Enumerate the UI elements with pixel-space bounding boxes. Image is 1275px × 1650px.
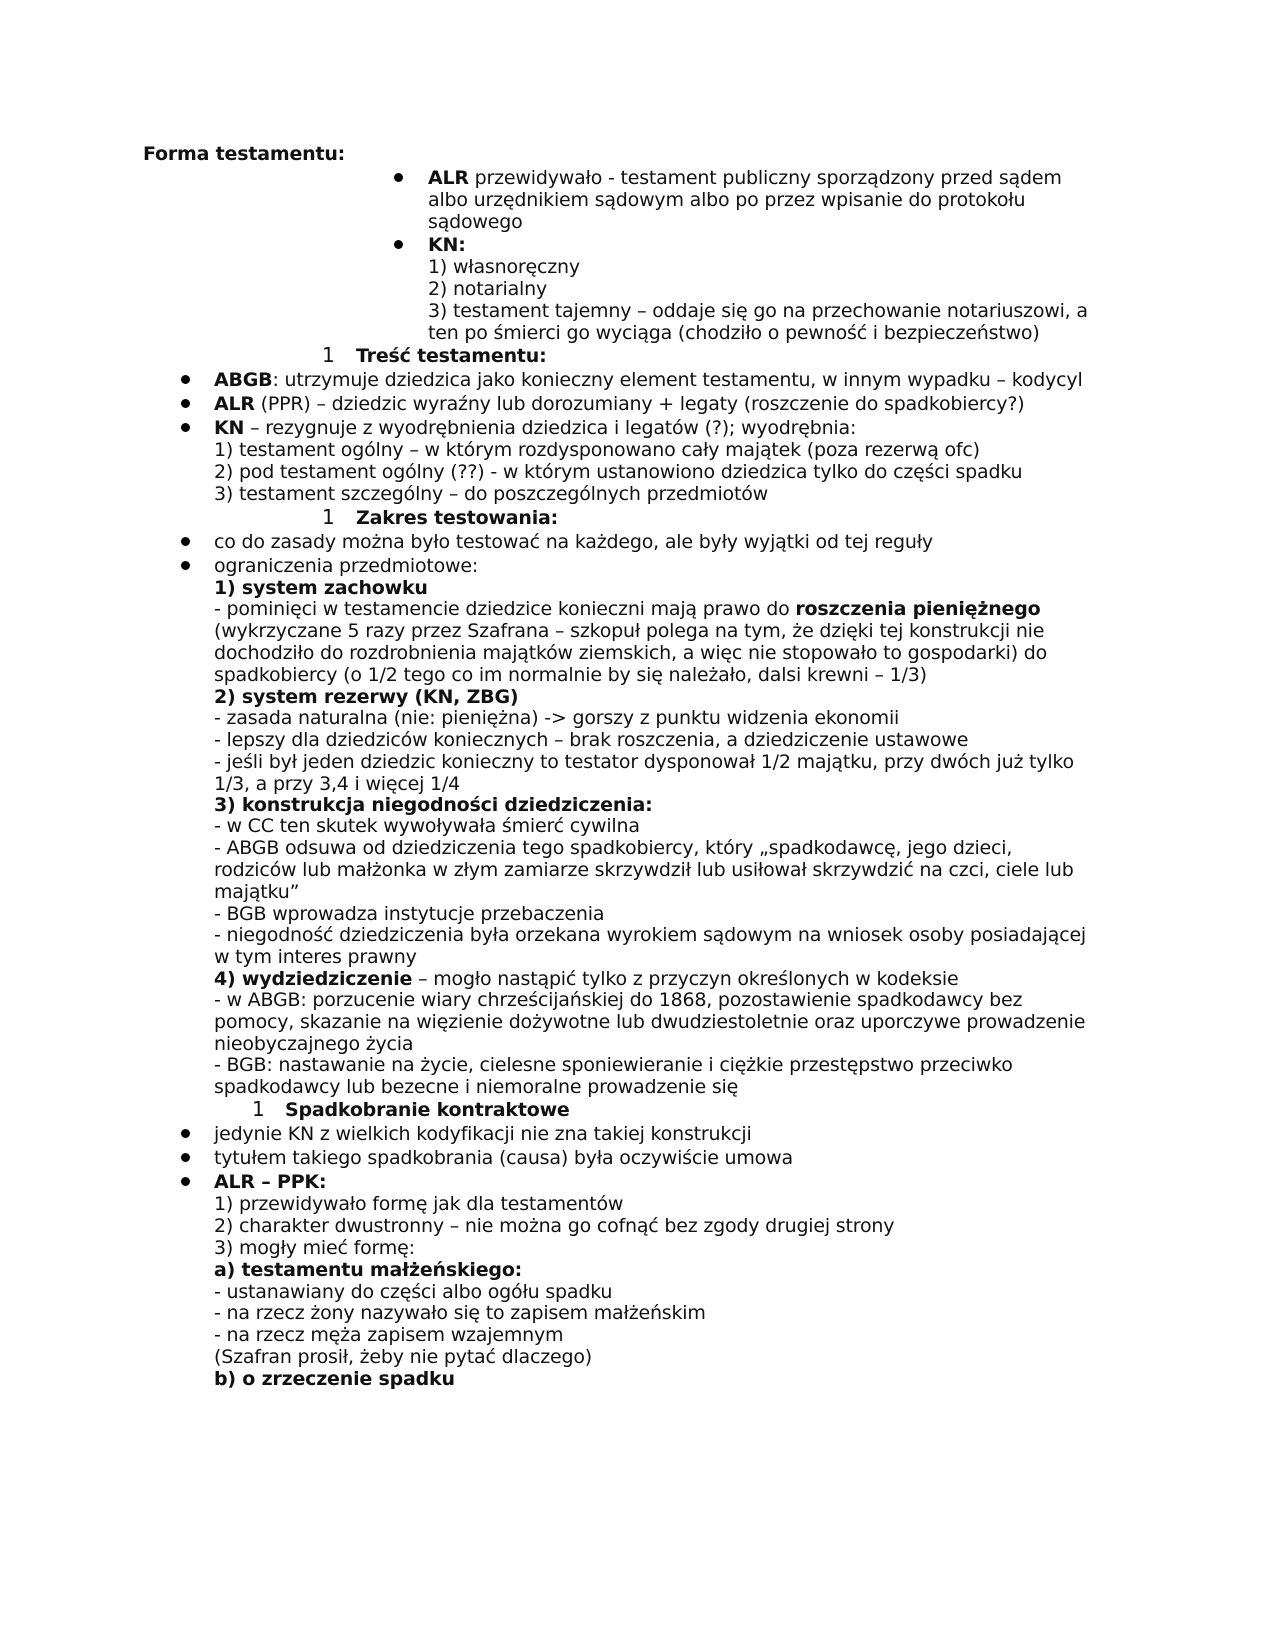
rezerwa-heading-text: ) system rezerwy (KN, ZBG) bbox=[227, 686, 519, 708]
wydziedziczenie-line-5: spadkodawcy lub bezecne i niemoralne prowadzenie się bbox=[214, 1076, 739, 1098]
tresc-kn-item-1: 1) testament ogólny – w którym rozdysponowano cały majątek (poza rezerwą ofc) bbox=[214, 439, 980, 461]
niegodnosc-line-6: - niegodność dziedziczenia była orzekana wyrokiem sądowym na wniosek osoby posiadającej bbox=[214, 924, 1087, 946]
section-number: 1 bbox=[322, 505, 335, 529]
bullet-icon bbox=[181, 1129, 190, 1138]
niegodnosc-line-2: - ABGB odsuwa od dziedziczenia tego spadkobiercy, który „spadkodawcę, jego dzieci, bbox=[214, 837, 1013, 859]
testament-malzenski-heading: a) testamentu małżeńskiego: bbox=[214, 1259, 523, 1281]
zachowek-line-1-bold: roszczenia pieniężnego bbox=[795, 598, 1041, 620]
testament-malzenski-line-1: - ustanawiany do części albo ogółu spadku bbox=[214, 1281, 613, 1303]
zachowek-line-1 bbox=[214, 598, 1040, 621]
bullet-icon bbox=[181, 375, 190, 384]
zrzeczenie-heading: b) o zrzeczenie spadku bbox=[214, 1368, 455, 1390]
tresc-alr-label: ALR bbox=[214, 393, 255, 415]
zachowek-heading: 1) system zachowku bbox=[214, 577, 428, 599]
testament-malzenski-line-3: - na rzecz męża zapisem wzajemnym bbox=[214, 1324, 564, 1346]
forma-alr-text-3: sądowego bbox=[428, 211, 523, 233]
tresc-alr-text: (PPR) – dziedzic wyraźny lub dorozumiany + legaty (roszczenie do spadkobiercy?) bbox=[254, 393, 1025, 415]
bullet-icon bbox=[394, 240, 403, 249]
tresc-kn-text: – rezygnuje z wyodrębnienia dziedzica i legatów (?); wyodrębnia: bbox=[244, 417, 857, 439]
testament-malzenski-line-2: - na rzecz żony nazywało się to zapisem małżeńskim bbox=[214, 1302, 706, 1324]
wydziedziczenie-line-2: pomocy, skazanie na więzienie dożywotne lub dwudziestoletnie oraz uporczywe prowadzenie bbox=[214, 1011, 1086, 1033]
niegodnosc-line-5: - BGB wprowadza instytucje przebaczenia bbox=[214, 903, 605, 925]
section-number: 1 bbox=[322, 343, 335, 367]
rezerwa-line-4: 1/3, a przy 3,4 i więcej 1/4 bbox=[214, 773, 460, 795]
forma-alr-label: ALR bbox=[428, 167, 469, 189]
forma-alr-line bbox=[428, 167, 1062, 190]
niegodnosc-line-7: w tym interes prawny bbox=[214, 946, 417, 968]
wydziedziczenie-line bbox=[214, 968, 958, 991]
testament-malzenski-line-4: (Szafran prosił, żeby nie pytać dlaczego) bbox=[214, 1346, 592, 1368]
niegodnosc-line-3: rodziców lub małżonka w złym zamiarze skrzywdził lub usiłował skrzywdzić na czci, ciele lub bbox=[214, 859, 1074, 881]
wydziedziczenie-line-4: - BGB: nastawanie na życie, cielesne sponiewieranie i ciężkie przestępstwo przeciwko bbox=[214, 1054, 1013, 1076]
zachowek-line-2: (wykrzyczane 5 razy przez Szafrana – szkopuł polega na tym, że dzięki tej konstrukcji nie bbox=[214, 620, 1045, 642]
forma-alr-text-2: albo urzędnikiem sądowym albo po przez wpisanie do protokołu bbox=[428, 189, 1026, 211]
forma-kn-item-2: 2) notarialny bbox=[428, 278, 547, 300]
zachowek-line-3: dochodziło do rozdrobnienia majątków ziemskich, a więc nie stopowało to gospodarki) do bbox=[214, 642, 1048, 664]
tresc-alr-line bbox=[214, 393, 1024, 416]
section-heading-spadkobranie: Spadkobranie kontraktowe bbox=[285, 1099, 570, 1121]
tresc-abgb-label: ABGB bbox=[214, 369, 273, 391]
forma-kn-item-1: 1) własnoręczny bbox=[428, 256, 580, 278]
spadkobranie-line-3: 3) mogły mieć formę: bbox=[214, 1237, 415, 1259]
zakres-bullet-1: co do zasady można było testować na każdego, ale były wyjątki od tej reguły bbox=[214, 531, 933, 553]
spadkobranie-bullet-2: tytułem takiego spadkobrania (causa) była oczywiście umowa bbox=[214, 1147, 793, 1169]
tresc-kn-item-2: 2) pod testament ogólny (??) - w którym ustanowiono dziedzica tylko do części spadku bbox=[214, 461, 1023, 483]
bullet-icon bbox=[181, 561, 190, 570]
niegodnosc-line-1: - w CC ten skutek wywoływała śmierć cywilna bbox=[214, 815, 640, 837]
forma-alr-text: przewidywało - testament publiczny sporządzony przed sądem bbox=[468, 167, 1062, 189]
wydziedziczenie-line-3: nieobyczajnego życia bbox=[214, 1033, 414, 1055]
forma-kn-item-3-cont: ten po śmierci go wyciąga (chodziło o pewność i bezpieczeństwo) bbox=[428, 322, 1040, 344]
section-heading-zakres: Zakres testowania: bbox=[356, 507, 559, 529]
tresc-abgb-text: : utrzymuje dziedzica jako konieczny element testamentu, w innym wypadku – kodycyl bbox=[272, 369, 1083, 391]
rezerwa-line-1: - zasada naturalna (nie: pieniężna) -> gorszy z punktu widzenia ekonomii bbox=[214, 707, 900, 729]
bullet-icon bbox=[181, 399, 190, 408]
forma-kn-item-3: 3) testament tajemny – oddaje się go na przechowanie notariuszowi, a bbox=[428, 300, 1088, 322]
tresc-kn-item-3: 3) testament szczególny – do poszczególnych przedmiotów bbox=[214, 483, 768, 505]
rezerwa-line-2: - lepszy dla dziedziców koniecznych – brak roszczenia, a dziedziczenie ustawowe bbox=[214, 729, 969, 751]
spadkobranie-bullet-3: ALR – PPK: bbox=[214, 1171, 327, 1193]
wydziedziczenie-heading: 4) wydziedziczenie bbox=[214, 968, 413, 990]
bullet-icon bbox=[181, 1153, 190, 1162]
bullet-icon bbox=[181, 423, 190, 432]
niegodnosc-heading: 3) konstrukcja niegodności dziedziczenia: bbox=[214, 794, 653, 816]
forma-kn-label: KN: bbox=[428, 234, 466, 256]
bullet-icon bbox=[394, 173, 403, 182]
tresc-abgb-line bbox=[214, 369, 1083, 392]
bullet-icon bbox=[181, 1177, 190, 1186]
section-heading-tresc: Treść testamentu: bbox=[356, 345, 547, 367]
wydziedziczenie-text: – mogło nastąpić tylko z przyczyn określonych w kodeksie bbox=[412, 968, 959, 990]
rezerwa-heading bbox=[214, 686, 518, 709]
wydziedziczenie-line-1: - w ABGB: porzucenie wiary chrześcijańskiej do 1868, pozostawienie spadkodawcy bez bbox=[214, 989, 1023, 1011]
zachowek-line-1-text: - pominięci w testamencie dziedzice konieczni mają prawo do bbox=[214, 598, 796, 620]
rezerwa-number: 2 bbox=[214, 686, 228, 708]
spadkobranie-line-1: 1) przewidywało formę jak dla testamentów bbox=[214, 1193, 624, 1215]
zakres-bullet-2: ograniczenia przedmiotowe: bbox=[214, 555, 479, 577]
spadkobranie-bullet-1: jedynie KN z wielkich kodyfikacji nie zna takiej konstrukcji bbox=[214, 1123, 752, 1145]
tresc-kn-label: KN bbox=[214, 417, 245, 439]
zachowek-line-4: spadkobiercy (o 1/2 tego co im normalnie by się należało, dalsi krewni – 1/3) bbox=[214, 664, 927, 686]
page-title: Forma testamentu: bbox=[143, 143, 346, 165]
tresc-kn-line bbox=[214, 417, 856, 440]
spadkobranie-line-2: 2) charakter dwustronny – nie można go cofnąć bez zgody drugiej strony bbox=[214, 1215, 895, 1237]
section-number: 1 bbox=[252, 1097, 265, 1121]
rezerwa-line-3: - jeśli był jeden dziedzic konieczny to testator dysponował 1/2 majątku, przy dwóch już tylko bbox=[214, 751, 1074, 773]
niegodnosc-line-4: majątku” bbox=[214, 881, 300, 903]
bullet-icon bbox=[181, 537, 190, 546]
